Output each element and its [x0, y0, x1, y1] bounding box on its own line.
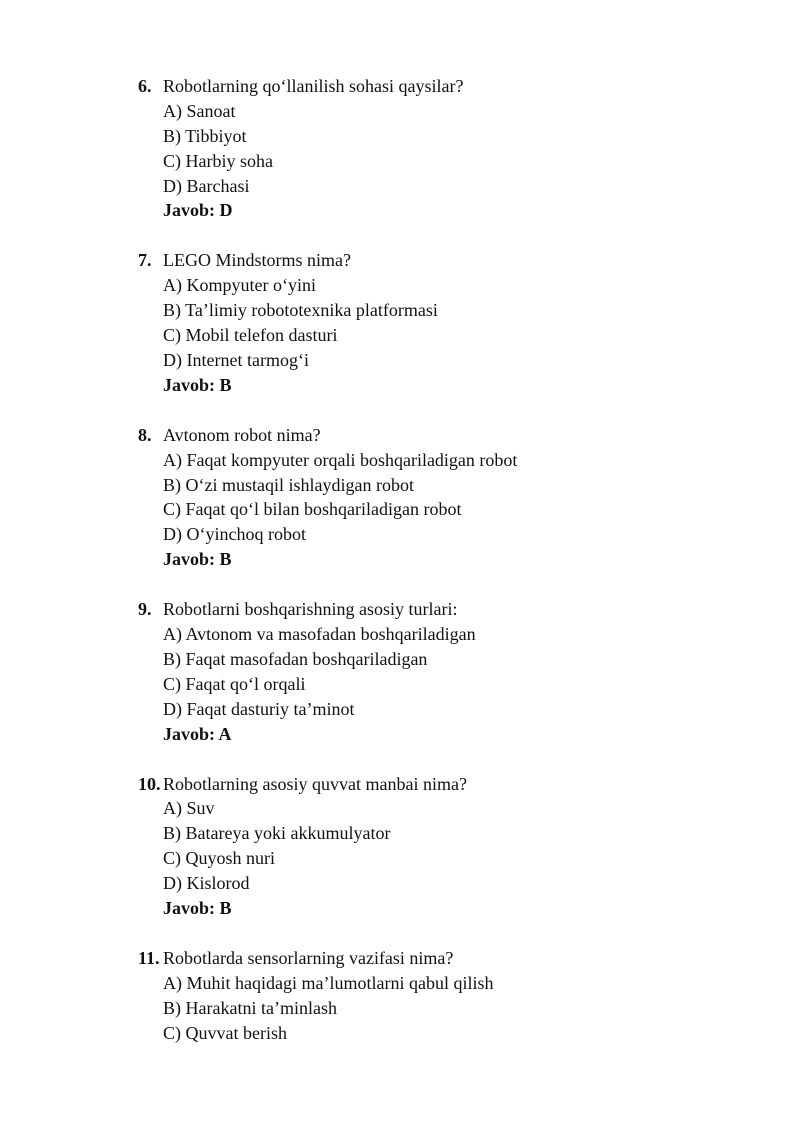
option-b: B) Faqat masofadan boshqariladigan — [163, 648, 428, 669]
answer-key: Javob: B — [163, 549, 232, 570]
question-number: 7. — [138, 250, 152, 271]
option-c: C) Faqat qo‘l bilan boshqariladigan robot — [163, 499, 462, 520]
option-c: C) Quvvat berish — [163, 1022, 287, 1043]
question-text: LEGO Mindstorms nima? — [163, 250, 351, 271]
option-a: A) Faqat kompyuter orqali boshqariladigan robot — [163, 449, 518, 470]
question-list — [138, 74, 758, 1120]
option-a: A) Suv — [163, 798, 215, 819]
question-8 — [138, 423, 758, 597]
option-c: C) Quyosh nuri — [163, 848, 275, 869]
question-number: 8. — [138, 424, 152, 445]
question-number: 11. — [138, 947, 160, 968]
option-d: D) Barchasi — [163, 175, 250, 196]
question-7 — [138, 248, 758, 422]
option-d: D) Faqat dasturiy ta’minot — [163, 698, 355, 719]
option-b: B) Tibbiyot — [163, 125, 247, 146]
question-text: Robotlarni boshqarishning asosiy turlari: — [163, 599, 458, 620]
option-b: B) Batareya yoki akkumulyator — [163, 823, 391, 844]
question-number: 9. — [138, 599, 152, 620]
answer-key: Javob: B — [163, 374, 232, 395]
option-b: B) Harakatni ta’minlash — [163, 997, 337, 1018]
option-d: D) Kislorod — [163, 873, 250, 894]
option-c: C) Mobil telefon dasturi — [163, 325, 338, 346]
option-b: B) Ta’limiy robototexnika platformasi — [163, 300, 438, 321]
option-a: A) Muhit haqidagi ma’lumotlarni qabul qilish — [163, 972, 494, 993]
option-d: D) Internet tarmog‘i — [163, 349, 309, 370]
question-text: Robotlarning qo‘llanilish sohasi qaysilar? — [163, 76, 464, 96]
answer-key: Javob: D — [163, 200, 233, 221]
question-text: Avtonom robot nima? — [163, 424, 321, 445]
question-text: Robotlarda sensorlarning vazifasi nima? — [163, 947, 454, 968]
question-9 — [138, 597, 758, 771]
option-a: A) Sanoat — [163, 100, 236, 121]
answer-key: Javob: B — [163, 898, 232, 919]
option-d: D) O‘yinchoq robot — [163, 524, 306, 545]
question-text: Robotlarning asosiy quvvat manbai nima? — [163, 773, 467, 794]
option-c: C) Faqat qo‘l orqali — [163, 673, 306, 694]
question-number: 6. — [138, 76, 152, 96]
option-a: A) Kompyuter o‘yini — [163, 275, 316, 296]
question-10 — [138, 772, 758, 946]
option-c: C) Harbiy soha — [163, 150, 273, 171]
question-11 — [138, 946, 758, 1120]
question-6 — [138, 74, 758, 248]
option-a: A) Avtonom va masofadan boshqariladigan — [163, 624, 476, 645]
answer-key: Javob: A — [163, 723, 232, 744]
question-number: 10. — [138, 773, 161, 794]
option-b: B) O‘zi mustaqil ishlaydigan robot — [163, 474, 414, 495]
